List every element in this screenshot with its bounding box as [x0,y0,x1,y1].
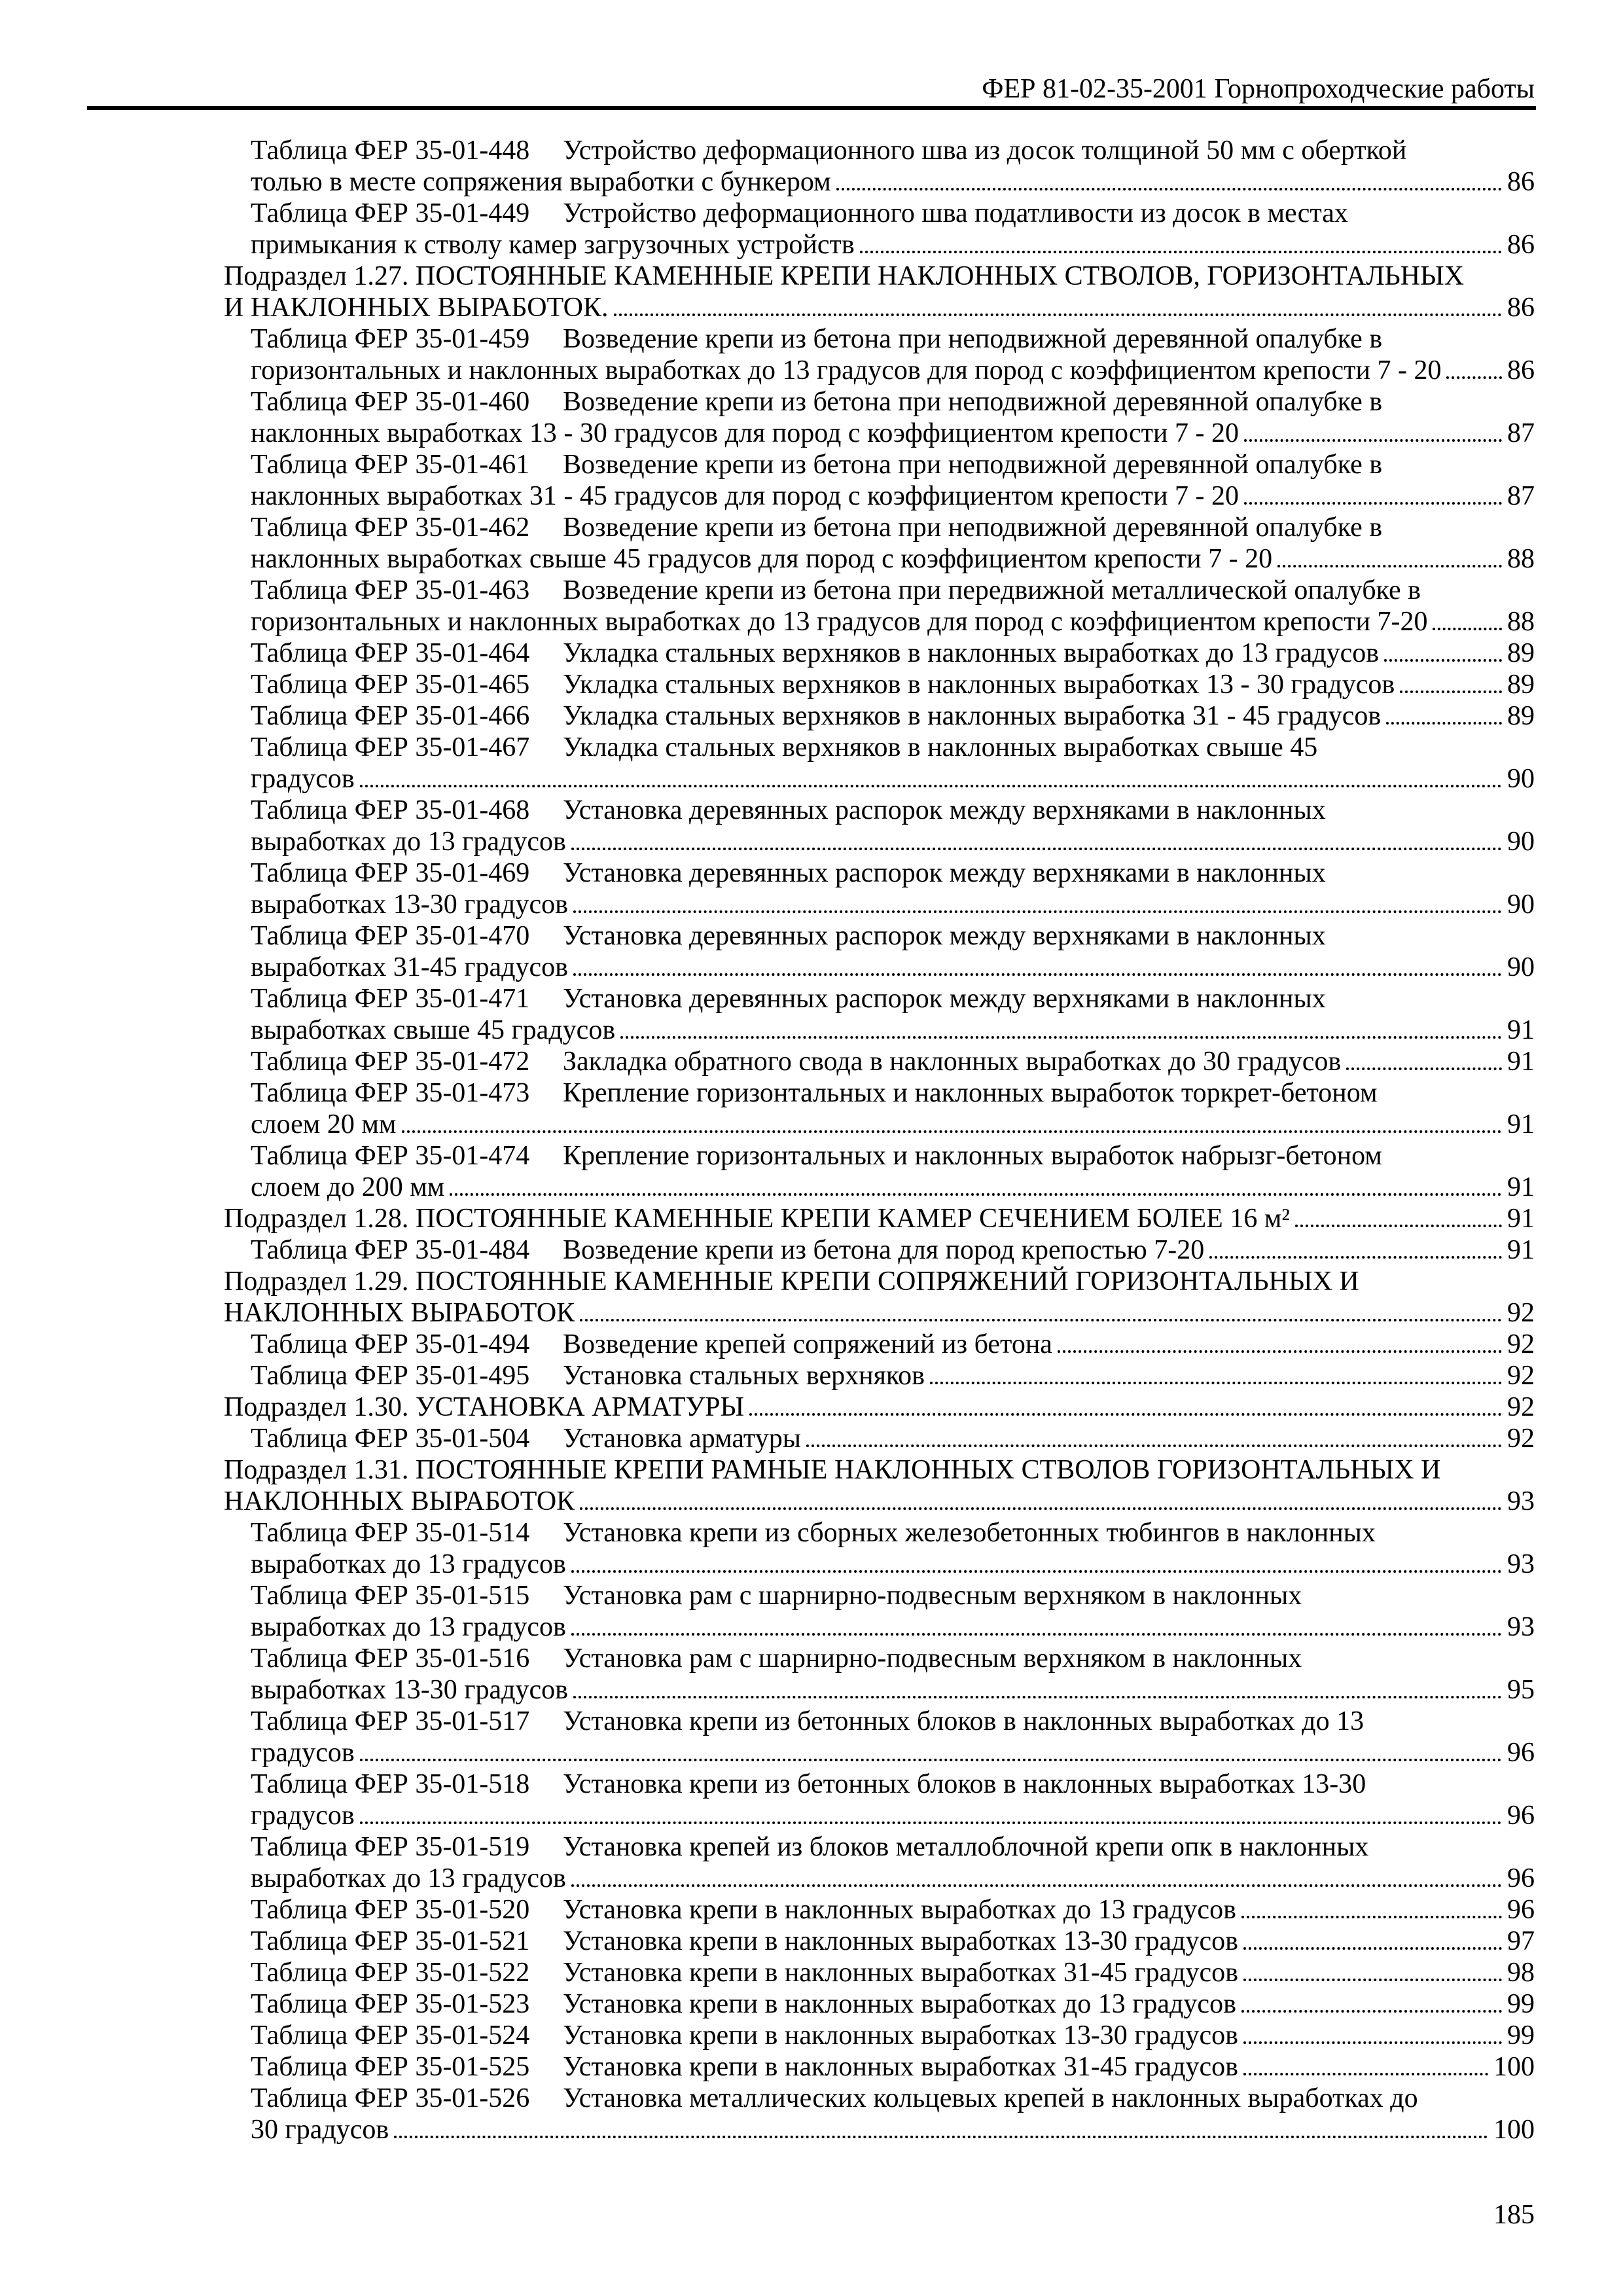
toc-entry-line [251,480,1535,512]
toc-entry-line [251,826,1535,857]
entry-text: Установка деревянных распорок между верхняками в наклонных [563,795,1326,825]
entry-text: Установка крепи из сборных железобетонных тюбингов в наклонных [563,1518,1376,1548]
entry-text: Укладка стальных верхняков в наклонных выработка 31 - 45 градусов [563,701,1382,731]
toc-entry-line [251,1423,1535,1454]
entry-text: наклонных выработках 31 - 45 градусов для пород с коэффициентом крепости 7 - 20 [251,481,1239,511]
toc-entry-line [251,1894,1535,1926]
entry-label: Таблица ФЕР 35-01-515 [251,1581,530,1611]
entry-text: Установка крепи в наклонных выработках 13-30 градусов [563,2020,1239,2051]
entry-label: Таблица ФЕР 35-01-472 [251,1047,530,1077]
toc-entry-line [251,795,1535,826]
toc-entry-line [251,418,1535,449]
header-rule [87,106,1536,110]
entry-label: Таблица ФЕР 35-01-470 [251,921,530,951]
page-number: 93 [1507,1486,1535,1516]
entry-label: Таблица ФЕР 35-01-449 [251,198,530,228]
page-number: 89 [1507,670,1535,700]
toc-entry-line [251,1863,1535,1894]
section-text: Подраздел 1.27. ПОСТОЯННЫЕ КАМЕННЫЕ КРЕПИ НАКЛОННЫХ СТВОЛОВ, ГОРИЗОНТАЛЬНЫХ [224,261,1465,291]
dot-leader [580,1507,1502,1510]
toc-entry-line [251,135,1535,166]
entry-label: Таблица ФЕР 35-01-520 [251,1895,530,1925]
dot-leader [1241,1916,1502,1918]
toc-section-line [224,260,1535,292]
toc-entry-line [251,700,1535,732]
entry-text: примыкания к стволу камер загрузочных устройств [251,230,855,260]
toc-entry-line [251,983,1535,1014]
dot-leader [860,251,1502,253]
entry-label: Таблица ФЕР 35-01-448 [251,135,530,166]
toc-entry-line [251,1234,1535,1266]
entry-label: Таблица ФЕР 35-01-471 [251,984,530,1014]
entry-text: Установка металлических кольцевых крепей в наклонных выработках до [563,2083,1418,2113]
toc-entry-line [251,512,1535,543]
dot-leader [806,1444,1502,1447]
entry-text: Установка арматуры [563,1424,801,1454]
toc-entry-line [251,669,1535,700]
entry-text: Возведение крепи из бетона при неподвижной деревянной опалубке в [563,387,1383,417]
entry-text: Установка крепи в наклонных выработках 31-45 градусов [563,2052,1239,2082]
dot-leader [1209,1256,1502,1259]
toc-entry-line [251,1831,1535,1863]
page-number: 92 [1507,1329,1535,1359]
dot-leader [1244,439,1502,442]
entry-label: Таблица ФЕР 35-01-495 [251,1361,530,1391]
entry-text: градусов [251,1738,355,1768]
dot-leader [1433,628,1502,630]
dot-leader [1400,691,1502,693]
toc-section-line [224,1391,1535,1423]
entry-text: 30 градусов [251,2115,389,2145]
entry-label: Таблица ФЕР 35-01-469 [251,858,530,888]
entry-label: Таблица ФЕР 35-01-468 [251,795,530,825]
page-number: 95 [1507,1675,1535,1705]
page-number: 89 [1507,701,1535,731]
entry-label: Таблица ФЕР 35-01-521 [251,1926,530,1956]
toc-entry-line [251,449,1535,480]
entry-label: Таблица ФЕР 35-01-518 [251,1769,530,1799]
entry-label: Таблица ФЕР 35-01-466 [251,701,530,731]
toc-entry-line [251,952,1535,983]
toc-entry-line [251,323,1535,355]
entry-text: Укладка стальных верхняков в наклонных выработках 13 - 30 градусов [563,670,1395,700]
toc-entry-line [251,1988,1535,2020]
toc-entry-line [251,637,1535,669]
section-text: Подраздел 1.28. ПОСТОЯННЫЕ КАМЕННЫЕ КРЕПИ КАМЕР СЕЧЕНИЕМ БОЛЕЕ 16 м² [224,1204,1290,1234]
page-number: 91 [1507,1235,1535,1265]
toc-entry-line [251,1140,1535,1172]
entry-text: слоем 20 мм [251,1109,397,1139]
section-text: Подраздел 1.31. ПОСТОЯННЫЕ КРЕПИ РАМНЫЕ НАКЛОННЫХ СТВОЛОВ ГОРИЗОНТАЛЬНЫХ И [224,1455,1441,1485]
dot-leader [573,1696,1502,1698]
toc-entry-line [251,763,1535,795]
dot-leader [573,973,1502,976]
entry-label: Таблица ФЕР 35-01-459 [251,324,530,354]
dot-leader [1244,502,1502,505]
dot-leader [1386,722,1502,725]
entry-text: Возведение крепи из бетона при неподвижной деревянной опалубке в [563,324,1383,354]
toc-entry-line [251,1360,1535,1391]
entry-text: Установка стальных верхняков [563,1361,925,1391]
dot-leader [1243,2073,1488,2075]
toc-entry-line [251,1674,1535,1706]
dot-leader [1243,1947,1502,1950]
entry-text: Возведение крепей сопряжений из бетона [563,1329,1052,1359]
dot-leader [1058,1350,1502,1353]
page-number: 96 [1507,1863,1535,1893]
toc-entry-line [251,2020,1535,2051]
entry-text: толью в месте сопряжения выработки с бункером [251,167,831,197]
entry-text: градусов [251,1801,355,1831]
entry-label: Таблица ФЕР 35-01-517 [251,1706,530,1736]
toc-entry-line [251,1611,1535,1643]
page-number: 100 [1493,2052,1535,2082]
entry-label: Таблица ФЕР 35-01-526 [251,2083,530,2113]
footer-page-number: 185 [1493,2200,1535,2230]
entry-label: Таблица ФЕР 35-01-463 [251,575,530,605]
entry-text: выработках до 13 градусов [251,1863,566,1893]
toc-entry-line [251,1580,1535,1611]
page-number: 86 [1507,230,1535,260]
page-number: 98 [1507,1958,1535,1988]
page-number: 96 [1507,1738,1535,1768]
dot-leader [394,2136,1488,2138]
page-number: 88 [1507,607,1535,637]
entry-text: выработках до 13 градусов [251,1549,566,1579]
entry-text: Установка деревянных распорок между верхняками в наклонных [563,858,1326,888]
entry-text: горизонтальных и наклонных выработках до 13 градусов для пород с коэффициентом крепости 7-20 [251,607,1428,637]
page-number: 86 [1507,167,1535,197]
entry-text: Установка рам с шарнирно-подвесным верхняком в наклонных [563,1643,1302,1674]
page-number: 90 [1507,889,1535,920]
toc-entry-line [251,1077,1535,1109]
entry-label: Таблица ФЕР 35-01-519 [251,1832,530,1862]
toc-entry-line [251,1517,1535,1549]
toc-entry-line [251,386,1535,418]
dot-leader [930,1382,1502,1384]
toc-entry-line [251,2083,1535,2114]
dot-leader [402,1130,1503,1133]
dot-leader [360,1821,1502,1824]
dot-leader [571,1570,1502,1573]
page-number: 89 [1507,638,1535,668]
toc-entry-line [251,732,1535,763]
page-number: 92 [1507,1361,1535,1391]
entry-text: Возведение крепи из бетона при неподвижной деревянной опалубке в [563,450,1383,480]
entry-label: Таблица ФЕР 35-01-525 [251,2052,530,2082]
dot-leader [1277,565,1502,567]
dot-leader [1446,376,1502,379]
entry-text: выработках до 13 градусов [251,1612,566,1642]
page-number: 90 [1507,764,1535,794]
entry-label: Таблица ФЕР 35-01-484 [251,1235,530,1265]
entry-text: выработках 13-30 градусов [251,889,568,920]
dot-leader [836,188,1502,190]
page-number: 90 [1507,827,1535,857]
dot-leader [571,848,1502,850]
dot-leader [1295,1225,1502,1227]
entry-text: наклонных выработках свыше 45 градусов для пород с коэффициентом крепости 7 - 20 [251,544,1273,574]
toc-entry-line [251,1957,1535,1988]
dot-leader [1241,2010,1502,2013]
entry-text: Установка рам с шарнирно-подвесным верхняком в наклонных [563,1581,1302,1611]
toc-entry-line [251,1706,1535,1737]
entry-text: выработках 13-30 градусов [251,1675,568,1705]
toc-entry-line [251,1329,1535,1360]
toc-entry-line [251,543,1535,575]
page-number: 91 [1507,1109,1535,1139]
entry-label: Таблица ФЕР 35-01-523 [251,1989,530,2019]
entry-text: Установка крепей из блоков металлоблочной крепи опк в наклонных [563,1832,1369,1862]
toc-entry-line [251,1800,1535,1831]
page-number: 99 [1507,2020,1535,2051]
section-text: И НАКЛОННЫХ ВЫРАБОТОК. [224,293,609,323]
toc-entry-line [251,1926,1535,1957]
entry-text: слоем до 200 мм [251,1172,445,1202]
dot-leader [749,1413,1502,1416]
section-text: НАКЛОННЫХ ВЫРАБОТОК [224,1298,575,1328]
toc-entry-line [251,1109,1535,1140]
toc-section-line [224,1486,1535,1517]
entry-text: Установка крепи в наклонных выработках 13-30 градусов [563,1926,1239,1956]
dot-leader [571,1633,1502,1636]
page-number: 97 [1507,1926,1535,1956]
toc-entry-line [251,1737,1535,1768]
page-number: 86 [1507,355,1535,386]
entry-label: Таблица ФЕР 35-01-464 [251,638,530,668]
header-title: ФЕР 81-02-35-2001 Горнопроходческие работы [982,74,1535,104]
page-number: 86 [1507,293,1535,323]
toc-entry-line [251,1549,1535,1580]
toc-section-line [224,1454,1535,1486]
toc-entry-line [251,166,1535,198]
page-number: 96 [1507,1895,1535,1925]
entry-label: Таблица ФЕР 35-01-514 [251,1518,530,1548]
page-number: 87 [1507,418,1535,448]
toc-section-line [224,1297,1535,1329]
page-number: 92 [1507,1424,1535,1454]
entry-text: Установка крепи в наклонных выработках до 13 градусов [563,1989,1236,2019]
toc-entry-line [251,1172,1535,1203]
entry-text: наклонных выработках 13 - 30 градусов для пород с коэффициентом крепости 7 - 20 [251,418,1239,448]
toc-entry-line [251,857,1535,889]
page-number: 96 [1507,1801,1535,1831]
toc-section-line [224,1203,1535,1234]
dot-leader [571,1884,1502,1887]
entry-label: Таблица ФЕР 35-01-465 [251,670,530,700]
toc-section-line [224,1266,1535,1297]
entry-label: Таблица ФЕР 35-01-494 [251,1329,530,1359]
toc-entry-line [251,2114,1535,2145]
page-number: 93 [1507,1612,1535,1642]
page-number: 92 [1507,1392,1535,1422]
dot-leader [573,910,1502,913]
dot-leader [620,1036,1502,1039]
entry-label: Таблица ФЕР 35-01-461 [251,450,530,480]
toc-entry-line [251,575,1535,606]
dot-leader [360,1759,1502,1761]
section-text: Подраздел 1.29. ПОСТОЯННЫЕ КАМЕННЫЕ КРЕПИ СОПРЯЖЕНИЙ ГОРИЗОНТАЛЬНЫХ И [224,1266,1359,1297]
page-number: 91 [1507,1204,1535,1234]
dot-leader [580,1319,1502,1321]
entry-label: Таблица ФЕР 35-01-460 [251,387,530,417]
section-text: Подраздел 1.30. УСТАНОВКА АРМАТУРЫ [224,1392,745,1422]
entry-text: Установка крепи из бетонных блоков в наклонных выработках 13-30 [563,1769,1366,1799]
entry-text: Возведение крепи из бетона при передвижной металлической опалубке в [563,575,1421,605]
entry-text: горизонтальных и наклонных выработках до 13 градусов для пород с коэффициентом крепости 7 - 20 [251,355,1442,386]
page-number: 87 [1507,481,1535,511]
entry-label: Таблица ФЕР 35-01-462 [251,512,530,543]
entry-label: Таблица ФЕР 35-01-473 [251,1078,530,1108]
entry-text: выработках до 13 градусов [251,827,566,857]
toc-entry-line [251,229,1535,260]
entry-text: Возведение крепи из бетона для пород крепостью 7-20 [563,1235,1205,1265]
entry-label: Таблица ФЕР 35-01-516 [251,1643,530,1674]
entry-text: Крепление горизонтальных и наклонных выработок торкрет-бетоном [563,1078,1378,1108]
section-text: НАКЛОННЫХ ВЫРАБОТОК [224,1486,575,1516]
entry-text: Возведение крепи из бетона при неподвижной деревянной опалубке в [563,512,1383,543]
toc-entry-line [251,1643,1535,1674]
toc-entry-line [251,1046,1535,1077]
entry-text: Установка деревянных распорок между верхняками в наклонных [563,921,1326,951]
entry-text: Установка крепи из бетонных блоков в наклонных выработках до 13 [563,1706,1364,1736]
entry-text: Устройство деформационного шва из досок толщиной 50 мм с оберткой [563,135,1407,166]
entry-text: градусов [251,764,355,794]
page-number: 91 [1507,1047,1535,1077]
entry-text: Установка деревянных распорок между верхняками в наклонных [563,984,1326,1014]
dot-leader [614,314,1502,316]
toc-section-line [224,292,1535,323]
toc-entry-line [251,920,1535,952]
entry-text: выработках 31-45 градусов [251,952,568,982]
page-number: 88 [1507,544,1535,574]
entry-label: Таблица ФЕР 35-01-504 [251,1424,530,1454]
toc-entry-line [251,2051,1535,2083]
toc-entry-line [251,889,1535,920]
entry-text: Установка крепи в наклонных выработках 31-45 градусов [563,1958,1239,1988]
entry-text: Закладка обратного свода в наклонных выработках до 30 градусов [563,1047,1342,1077]
page-number: 93 [1507,1549,1535,1579]
entry-label: Таблица ФЕР 35-01-474 [251,1141,530,1171]
dot-leader [1384,659,1502,662]
entry-text: Установка крепи в наклонных выработках до 13 градусов [563,1895,1236,1925]
dot-leader [1243,2041,1502,2044]
page-number: 99 [1507,1989,1535,2019]
toc-entry-line [251,198,1535,229]
page-number: 100 [1493,2115,1535,2145]
entry-text: Укладка стальных верхняков в наклонных выработках до 13 градусов [563,638,1380,668]
toc-entry-line [251,606,1535,637]
page-number: 91 [1507,1172,1535,1202]
toc-list [224,135,1535,2145]
toc-entry-line [251,1014,1535,1046]
dot-leader [1346,1067,1502,1070]
page-number: 90 [1507,952,1535,982]
toc-entry-line [251,355,1535,386]
entry-label: Таблица ФЕР 35-01-467 [251,732,530,762]
entry-text: Устройство деформационного шва податливости из досок в местах [563,198,1348,228]
dot-leader [1243,1979,1502,1981]
entry-text: Крепление горизонтальных и наклонных выработок набрызг-бетоном [563,1141,1382,1171]
dot-leader [360,785,1502,787]
entry-text: выработках свыше 45 градусов [251,1015,616,1045]
toc-entry-line [251,1768,1535,1800]
entry-label: Таблица ФЕР 35-01-524 [251,2020,530,2051]
entry-label: Таблица ФЕР 35-01-522 [251,1958,530,1988]
entry-text: Укладка стальных верхняков в наклонных выработках свыше 45 [563,732,1318,762]
page-number: 92 [1507,1298,1535,1328]
page-number: 91 [1507,1015,1535,1045]
dot-leader [450,1193,1502,1196]
